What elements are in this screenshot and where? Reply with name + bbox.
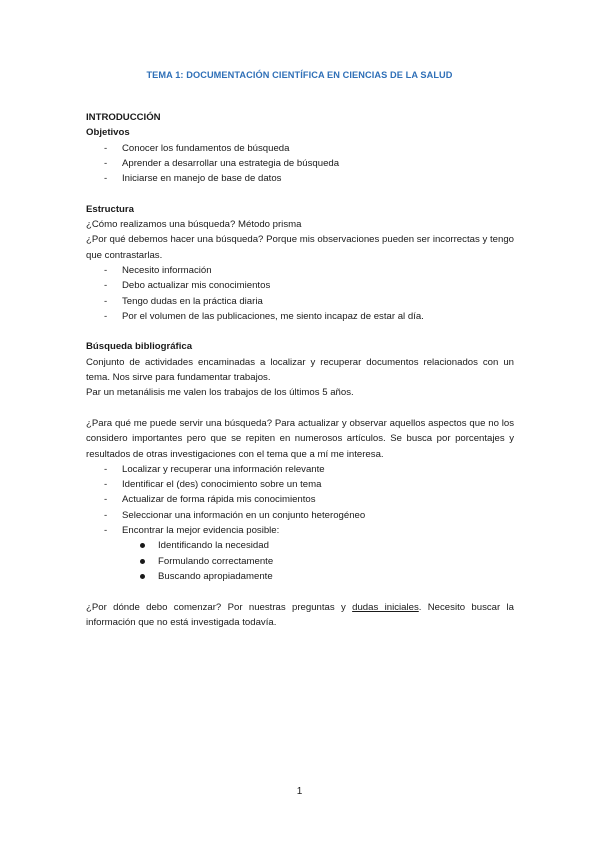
list-item: - Tengo dudas en la práctica diaria — [86, 294, 514, 309]
document-title: TEMA 1: DOCUMENTACIÓN CIENTÍFICA EN CIENCIAS DE LA SALUD — [146, 70, 453, 80]
round-bullet-icon — [140, 559, 145, 564]
busqueda-paragraph-3: ¿Para qué me puede servir una búsqueda? Para actualizar y observar aquellos aspectos que no los considero importantes pero que se repiten en numerosos artículos. Se busca por porcentajes y resultados de otras investigaciones con el tema que a mí me interesa. — [86, 417, 514, 460]
list-item: - Encontrar la mejor evidencia posible: — [86, 523, 514, 538]
dash-bullet: - — [104, 525, 108, 537]
dash-bullet: - — [104, 509, 108, 521]
estructura-list — [86, 263, 514, 324]
document-body — [86, 110, 514, 630]
list-item: - Aprender a desarrollar una estrategia de búsqueda — [86, 156, 514, 171]
closing-paragraph: ¿Por dónde debo comenzar? Por nuestras preguntas y dudas iniciales. Necesito buscar la información que no está investigada todavía. — [86, 601, 515, 628]
dash-bullet: - — [104, 280, 108, 292]
section-heading-introduccion: INTRODUCCIÓN — [86, 112, 161, 123]
sublist-item: Buscando apropiadamente — [86, 569, 514, 584]
list-item: - Por el volumen de las publicaciones, me siento incapaz de estar al día. — [86, 309, 514, 324]
busqueda-paragraph-2: Par un metanálisis me valen los trabajos de los últimos 5 años. — [86, 387, 354, 399]
dudas-iniciales-link[interactable]: dudas iniciales — [352, 601, 419, 613]
subheading-busqueda-bibliografica: Búsqueda bibliográfica — [86, 341, 193, 353]
list-item: - Debo actualizar mis conocimientos — [86, 278, 514, 293]
sublist-item: Formulando correctamente — [86, 554, 514, 569]
dash-bullet: - — [104, 142, 108, 154]
dash-bullet: - — [104, 157, 108, 169]
list-item: - Identificar el (des) conocimiento sobre un tema — [86, 477, 514, 492]
dash-bullet: - — [104, 463, 108, 475]
list-item: - Necesito información — [86, 263, 514, 278]
estructura-line-1: ¿Cómo realizamos una búsqueda? Método prisma — [86, 219, 302, 231]
dash-bullet: - — [104, 173, 108, 185]
evidencia-sublist — [86, 538, 514, 584]
page-number: 1 — [296, 786, 303, 797]
round-bullet-icon — [140, 543, 145, 548]
dash-bullet: - — [104, 295, 108, 307]
busqueda-list — [86, 462, 514, 538]
subheading-objetivos: Objetivos — [86, 127, 130, 139]
objetivos-list — [86, 141, 514, 187]
dash-bullet: - — [104, 310, 108, 322]
sublist-item: Identificando la necesidad — [86, 538, 514, 553]
dash-bullet: - — [104, 494, 108, 506]
estructura-line-2: ¿Por qué debemos hacer una búsqueda? Porque mis observaciones pueden ser incorrectas y tengo que contrastarlas. — [86, 234, 514, 261]
list-item: - Iniciarse en manejo de base de datos — [86, 171, 514, 186]
list-item: - Conocer los fundamentos de búsqueda — [86, 141, 514, 156]
list-item: - Actualizar de forma rápida mis conocimientos — [86, 492, 514, 507]
subheading-estructura: Estructura — [86, 203, 134, 215]
dash-bullet: - — [104, 264, 108, 276]
list-item: - Seleccionar una información en un conjunto heterogéneo — [86, 508, 514, 523]
dash-bullet: - — [104, 479, 108, 491]
round-bullet-icon — [140, 574, 145, 579]
busqueda-paragraph-1: Conjunto de actividades encaminadas a localizar y recuperar documentos relacionados con un tema. Nos sirve para fundamentar trabajos. — [86, 356, 514, 384]
list-item: - Localizar y recuperar una información relevante — [86, 462, 514, 477]
